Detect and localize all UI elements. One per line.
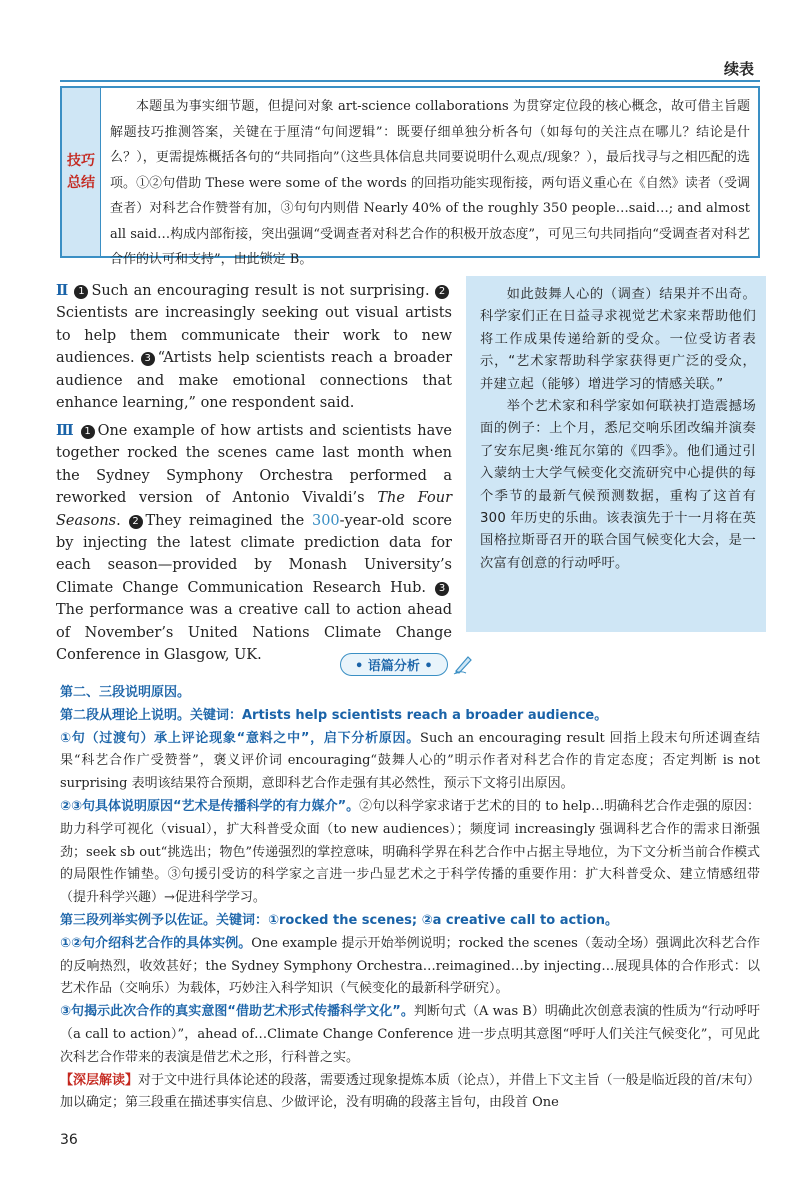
sentence-number-3: 3 [435,582,449,596]
point-3-body: One example 提示开始举例说明；rocked the scenes（轰动全场）强调此次科艺合作的反响热烈，收效甚好；the Sydney Symphony Orchestra…reimagined…by injecting…展现具体的合作形式：以艺术作品（交响乐）为载体，巧妙注入科学知识（气候变化的最新科学研究）。 [60,935,761,997]
sentence-number-1: 1 [74,285,88,299]
sentence-2-number: 300 [311,512,340,529]
roman-numeral-3: Ⅲ [56,422,75,439]
deep-reading-label: 【深层解读】 [60,1072,139,1088]
section-title [340,652,474,676]
analysis-point-3 [60,933,760,1001]
analysis-point-4 [60,1001,760,1069]
analysis-point-1 [60,728,760,796]
point-1-body: Such an encouraging result 回指上段末句所述调查结果“科艺合作广受赞誉”，褒义评价词 encouraging“鼓舞人心的”明示作者对科艺合作的肯定态度；否定判断 is not surprising 表明该结果符合预期，意即科艺合作走强有其必然性，预示下文将引出原因。 [60,730,760,792]
sentence-3: “Artists help scientists reach a broader audience and make emotional connections that enhance learning,” one respondent said. [56,350,452,412]
point-2-head: ②③句具体说明原因“艺术是传播科学的有力媒介”。 [60,798,360,814]
pen-icon [452,653,474,675]
translation-box [466,276,766,632]
sentence-1-part-a: One example of how artists and scientists have together rocked the scenes came last month when the Sydney Symphony Orchestra performed a reworked version of Antonio Vivaldi’s [56,423,452,507]
english-paragraph-3 [56,420,452,666]
point-4-body: 判断句式（A was B）明确此次创意表演的性质为“行动呼吁（a call to action）”，ahead of…Climate Change Conference 进一步点明其意图“呼吁人们关注气候变化”，可见此次科艺合作带来的表演是借艺术之形，行科普之实。 [60,1004,760,1065]
sentence-2-part-b: -year-old score by injecting the latest climate prediction data for each season—provided by Monash University’s Climate Change Communication Research Hub. [56,512,453,596]
analysis-point-2 [60,796,760,910]
deep-reading-body: 对于文中进行具体论述的段落，需要透过现象提炼本质（论点），并借上下文主旨（一般是临近段的首/末句）加以确定；第三段重在描述事实信息、少做评论，没有明确的段落主旨句，由段首 One [60,1072,760,1111]
sentence-2-part-a: They reimagined the [145,512,312,529]
tip-text [110,94,750,273]
sentence-1: Such an encouraging result is not surprising. [91,283,430,299]
deep-reading [60,1070,760,1116]
sentence-2: Scientists are increasingly seeking out visual artists to help them communicate their work to new audiences. [56,305,452,367]
analysis-heading-2: 第二段从理论上说明。关键词：Artists help scientists reach a broader audience。 [60,707,608,723]
sentence-1-part-b: . [116,512,121,529]
tip-label-line1: 技巧 [67,153,95,169]
analysis-heading-1: 第二、三段说明原因。 [60,685,191,700]
tip-paragraph: 本题虽为事实细节题，但提问对象 art-science collaborations 为贯穿定位段的核心概念，故可借主旨题解题技巧推测答案，关键在于厘清“句间逻辑”：既要仔细单独分析各句（如每句的关注点在哪儿？结论是什么？），更需提炼概括各句的“共同指向”（这些具体信息共同要说明什么观点/现象？），最后找寻与之相匹配的选项。①②句借助 These were some of the words 的回指功能实现衔接，两句语义重心在《自然》读者（受调查者）对科艺合作赞誉有加，③句句内则借 Nearly 40% of the roughly 350 people…said…; and almost all said…构成内部衔接，突出强调“受调查者对科艺合作的积极开放态度”，可见三句共同指向“受调查者对科艺合作的认可和支持”，由此锁定 B。 [110,99,750,267]
point-4-head: ③句揭示此次合作的真实意图“借助艺术形式传播科学文化”。 [60,1004,414,1020]
translation-paragraph-2: 举个艺术家和科学家如何联袂打造震撼场面的例子：上个月，悉尼交响乐团改编并演奏了安东尼奥·维瓦尔第的《四季》。他们通过引入蒙纳士大学气候变化交流研究中心提供的每个季节的最新气候预测数据，重构了这首有 300 年历史的乐曲。该表演先于十一月将在英国格拉斯哥召开的联合国气候变化大会，是一次富有创意的行动呼吁。 [480,399,756,571]
page-number: 36 [60,1132,78,1148]
point-3-head: ①②句介绍科艺合作的具体实例。 [60,935,252,951]
sentence-3: The performance was a creative call to action ahead of November’s United Nations Climate Change Conference in Glasgow, UK. [56,602,452,664]
continued-label: 续表 [723,60,754,78]
work-title: The Four Seasons [56,490,452,529]
section-title-pill: • 语篇分析 • [340,653,448,676]
point-1-head: ①句（过渡句）承上评论现象“意料之中”，启下分析原因。 [60,730,421,746]
sentence-number-2: 2 [129,515,143,529]
sentence-number-1: 1 [81,425,95,439]
english-paragraph-2 [56,280,452,414]
analysis-heading-3: 第三段列举实例予以佐证。关键词：①rocked the scenes; ②a creative call to action。 [60,912,619,928]
translation-paragraph-1: 如此鼓舞人心的（调查）结果并不出奇。科学家们正在日益寻求视觉艺术家来帮助他们将工作成果传递给新的受众。一位受访者表示，“艺术家帮助科学家获得更广泛的受众，并建立起（能够）增进学习的情感关联。” [480,287,756,392]
point-2-body: ②句以科学家求诸于艺术的目的 to help…明确科艺合作走强的原因：助力科学可视化（visual），扩大科普受众面（to new audiences）；频度词 increasingly 强调科艺合作的需求日渐强劲；seek sb out“挑选出；物色”传递强烈的掌控意味，明确科学界在科艺合作中占据主导地位，为下文分析当前合作模式的局限性作铺垫。③句援引受访的科学家之言进一步凸显艺术之于科学传播的重要作用：扩大科普受众、建立情感纽带（提升科学兴趣）→促进科学学习。 [60,798,760,906]
tip-label [62,88,101,256]
tip-label-line2: 总结 [67,175,95,191]
tip-box [60,86,760,267]
discourse-analysis [60,682,760,1115]
header-rule [60,80,760,82]
roman-numeral-2: Ⅱ [56,282,70,299]
sentence-number-3: 3 [141,352,155,366]
sentence-number-2: 2 [435,285,449,299]
